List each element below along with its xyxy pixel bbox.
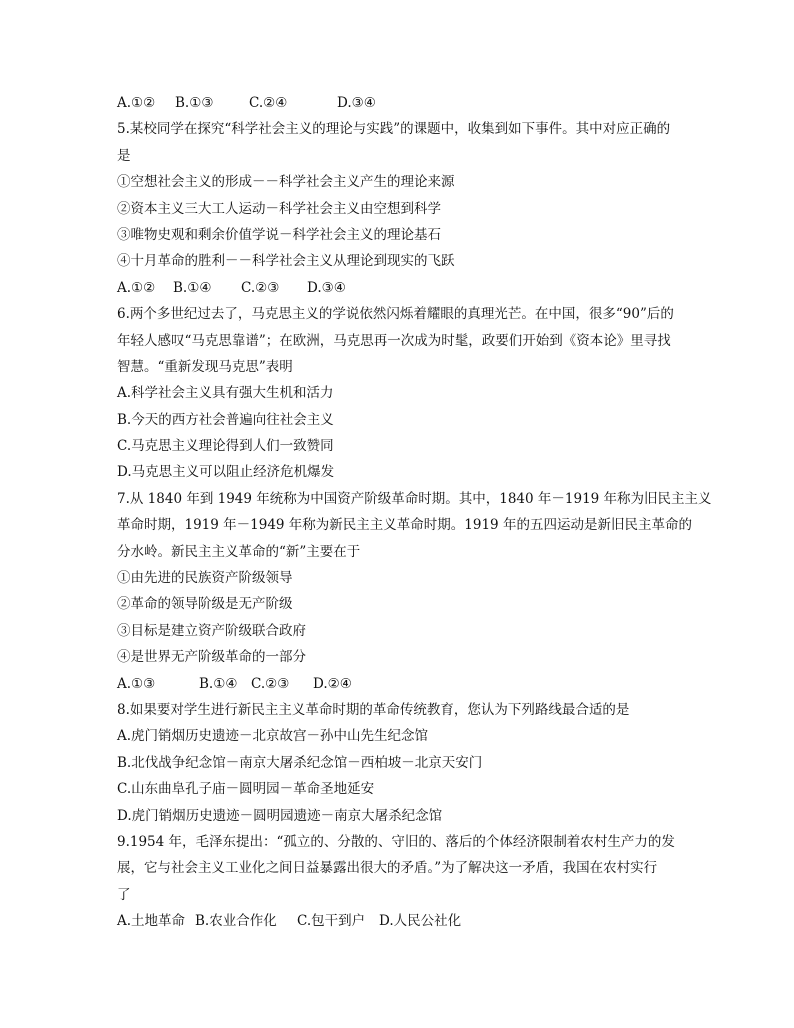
q9-options <box>117 908 682 934</box>
q9-option-b: B.农业合作化 <box>195 913 277 930</box>
q4-option-a: A.①② <box>117 95 156 111</box>
q6-stem-line-1: 6.两个多世纪过去了，马克思主义的学说依然闪烁着耀眼的真理光芒。在中国，很多“90”后的 <box>117 306 674 323</box>
q6-option-c: C.马克思主义理论得到人们一致赞同 <box>117 438 334 455</box>
q5-item-3: ③唯物史观和剩余价值学说－科学社会主义的理论基石 <box>117 226 441 243</box>
q8-option-d: D.虎门销烟历史遗迹－圆明园遗迹－南京大屠杀纪念馆 <box>117 807 443 824</box>
q8-option-b: B.北伐战争纪念馆－南京大屠杀纪念馆－西柏坡－北京天安门 <box>117 754 483 771</box>
q5-option-b: B.①④ <box>173 279 212 296</box>
q7-item-1: ①由先进的民族资产阶级领导 <box>117 570 293 587</box>
q5-options <box>117 275 682 301</box>
q7-item-3: ③目标是建立资产阶级联合政府 <box>117 622 306 639</box>
q8-option-a: A.虎门销烟历史遗迹－北京故宫－孙中山先生纪念馆 <box>117 728 429 745</box>
q9-option-d: D.人民公社化 <box>379 913 462 930</box>
q4-option-b: B.①③ <box>175 95 214 111</box>
q7-option-d: D.②④ <box>313 675 352 692</box>
q5-item-2: ②资本主义三大工人运动－科学社会主义由空想到科学 <box>117 200 441 217</box>
q7-stem-line-3: 分水岭。新民主主义革命的“新”主要在于 <box>117 543 361 560</box>
q5-item-4: ④十月革命的胜利－－科学社会主义从理论到现实的飞跃 <box>117 253 455 270</box>
q7-option-a: A.①③ <box>117 675 156 692</box>
q9-stem-line-3: 了 <box>117 886 131 903</box>
q9-option-c: C.包干到户 <box>297 913 366 930</box>
q7-stem-line-2: 革命时期，1919 年－1949 年称为新民主主义革命时期。1919 年的五四运动是新旧民主革命的 <box>117 517 692 534</box>
q5-option-a: A.①② <box>117 279 156 296</box>
q7-item-4: ④是世界无产阶级革命的一部分 <box>117 649 306 666</box>
q9-option-a: A.土地革命 <box>117 913 186 930</box>
q6-stem-line-3: 智慧。“重新发现马克思”表明 <box>117 358 293 375</box>
q6-option-b: B.今天的西方社会普遍向往社会主义 <box>117 411 334 428</box>
q4-option-c: C.②④ <box>249 95 288 111</box>
q8-option-c: C.山东曲阜孔子庙－圆明园－革命圣地延安 <box>117 781 375 798</box>
q7-option-b: B.①④ <box>199 675 238 692</box>
q9-stem-line-2: 展，它与社会主义工业化之间日益暴露出很大的矛盾。”为了解决这一矛盾，我国在农村实行 <box>117 860 658 877</box>
q5-item-1: ①空想社会主义的形成－－科学社会主义产生的理论来源 <box>117 174 455 191</box>
q5-option-c: C.②③ <box>241 279 280 296</box>
q5-stem-line-1: 5.某校同学在探究“科学社会主义的理论与实践”的课题中，收集到如下事件。其中对应正确的 <box>117 121 671 138</box>
q5-stem-line-2: 是 <box>117 147 131 164</box>
q7-options <box>117 671 682 697</box>
q4-options <box>117 90 682 116</box>
q5-option-d: D.③④ <box>307 279 346 296</box>
q6-stem-line-2: 年轻人感叹“马克思靠谱”；在欧洲，马克思再一次成为时髦，政要们开始到《资本论》里寻找 <box>117 332 671 349</box>
q8-stem: 8.如果要对学生进行新民主主义革命时期的革命传统教育，您认为下列路线最合适的是 <box>117 701 630 718</box>
q6-option-d: D.马克思主义可以阻止经济危机爆发 <box>117 464 335 481</box>
q4-option-d: D.③④ <box>337 95 376 111</box>
exam-page <box>117 90 712 935</box>
q7-option-c: C.②③ <box>251 675 290 692</box>
q6-option-a: A.科学社会主义具有强大生机和活力 <box>117 385 334 402</box>
q7-item-2: ②革命的领导阶级是无产阶级 <box>117 596 293 613</box>
q7-stem-line-1: 7.从 1840 年到 1949 年统称为中国资产阶级革命时期。其中，1840 年－1919 年称为旧民主主义 <box>117 490 712 507</box>
q9-stem-line-1: 9.1954 年，毛泽东提出：“孤立的、分散的、守旧的、落后的个体经济限制着农村生产力的发 <box>117 833 675 850</box>
